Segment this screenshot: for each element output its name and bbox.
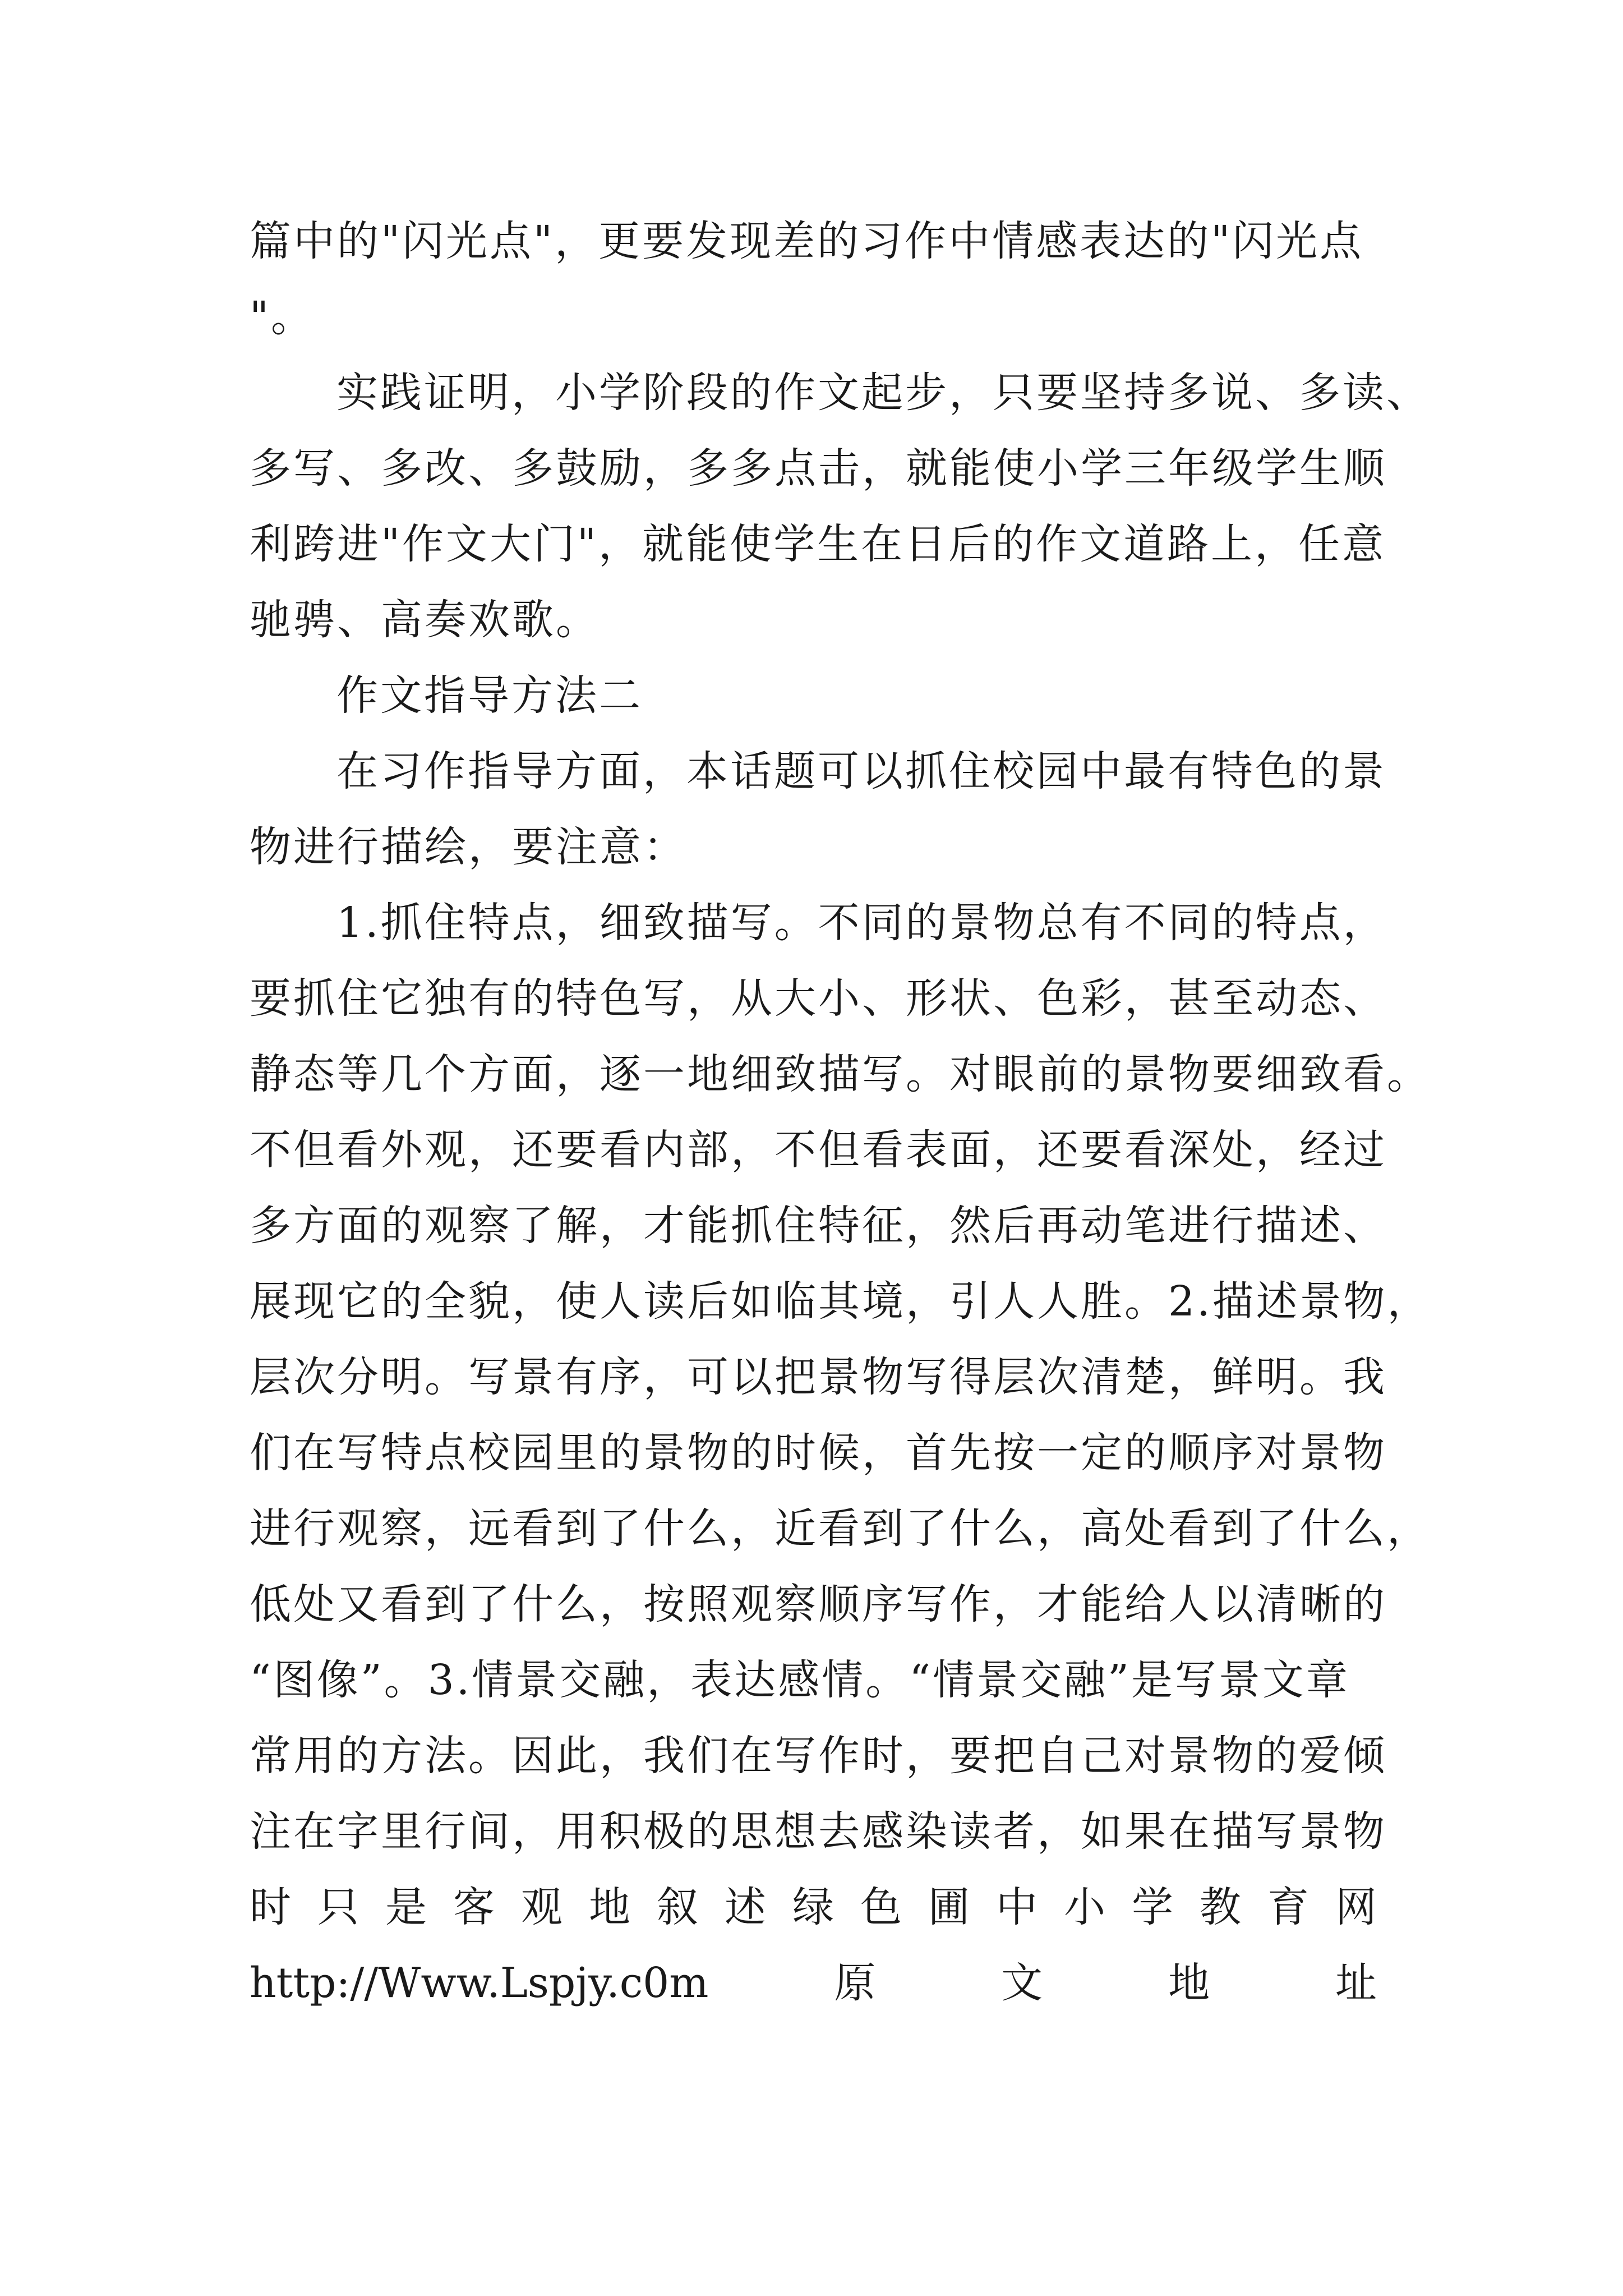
spaced-char: 绿 <box>792 1883 834 1931</box>
spaced-char: 圃 <box>928 1883 970 1931</box>
spaced-char: 小 <box>1064 1883 1105 1931</box>
text-line-22: 注在字里行间，用积极的思想去感染读者，如果在描写景物 <box>250 1807 1387 1856</box>
text-line-20: “图像”。3.情景交融，表达感情。“情景交融”是写景文章 <box>250 1656 1350 1704</box>
spaced-char: 只 <box>317 1883 359 1931</box>
spaced-char: 育 <box>1267 1883 1309 1931</box>
text-line-3: 实践证明，小学阶段的作文起步，只要坚持多说、多读、 <box>336 369 1430 417</box>
spaced-char: 原 <box>834 1959 876 2007</box>
spaced-char: 客 <box>453 1883 495 1931</box>
section-heading: 作文指导方法二 <box>336 671 643 720</box>
spaced-char: 教 <box>1200 1883 1241 1931</box>
source-url: http://Www.Lspjy.c0m <box>250 1959 709 2007</box>
text-line-2: "。 <box>250 293 315 341</box>
text-line-9: 物进行描绘，要注意： <box>250 823 687 871</box>
text-line-18: 进行观察，远看到了什么，近看到了什么，高处看到了什么， <box>250 1504 1431 1553</box>
spaced-char: 是 <box>385 1883 427 1931</box>
source-url-line <box>250 1958 1377 2008</box>
spaced-char: 观 <box>521 1883 562 1931</box>
spaced-char: 文 <box>1001 1959 1043 2007</box>
spaced-char: 述 <box>725 1883 766 1931</box>
text-line-14: 多方面的观察了解，才能抓住特征，然后再动笔进行描述、 <box>250 1202 1387 1250</box>
text-line-11: 要抓住它独有的特色写，从大小、形状、色彩，甚至动态、 <box>250 974 1387 1023</box>
spaced-char: 地 <box>589 1883 630 1931</box>
spaced-char: 色 <box>860 1883 902 1931</box>
text-line-8: 在习作指导方面，本话题可以抓住校园中最有特色的景 <box>336 747 1386 795</box>
text-line-17: 们在写特点校园里的景物的时候，首先按一定的顺序对景物 <box>250 1429 1387 1477</box>
spaced-char: 学 <box>1132 1883 1173 1931</box>
text-line-13: 不但看外观，还要看内部，不但看表面，还要看深处，经过 <box>250 1126 1387 1174</box>
text-line-6: 驰骋、高奏欢歌。 <box>250 596 600 644</box>
text-line-5: 利跨进"作文大门"，就能使学生在日后的作文道路上，任意 <box>250 520 1386 568</box>
text-line-16: 层次分明。写景有序，可以把景物写得层次清楚，鲜明。我 <box>250 1353 1387 1401</box>
spaced-char: 中 <box>996 1883 1038 1931</box>
spaced-char: 地 <box>1168 1959 1210 2007</box>
text-line-1: 篇中的"闪光点"，更要发现差的习作中情感表达的"闪光点 <box>250 217 1364 265</box>
text-line-19: 低处又看到了什么，按照观察顺序写作，才能给人以清晰的 <box>250 1580 1387 1628</box>
text-line-15: 展现它的全貌，使人读后如临其境，引人人胜。2.描述景物， <box>250 1277 1431 1326</box>
text-line-21: 常用的方法。因此，我们在写作时，要把自己对景物的爱倾 <box>250 1732 1387 1780</box>
spaced-text-line <box>250 1882 1377 1932</box>
text-line-12: 静态等几个方面，逐一地细致描写。对眼前的景物要细致看。 <box>250 1050 1431 1098</box>
text-line-10: 1.抓住特点，细致描写。不同的景物总有不同的特点， <box>336 899 1387 947</box>
spaced-char: 址 <box>1335 1959 1377 2007</box>
spaced-char: 网 <box>1335 1883 1377 1931</box>
spaced-char: 叙 <box>657 1883 698 1931</box>
spaced-char: 时 <box>250 1883 291 1931</box>
text-line-4: 多写、多改、多鼓励，多多点击，就能使小学三年级学生顺 <box>250 444 1387 493</box>
